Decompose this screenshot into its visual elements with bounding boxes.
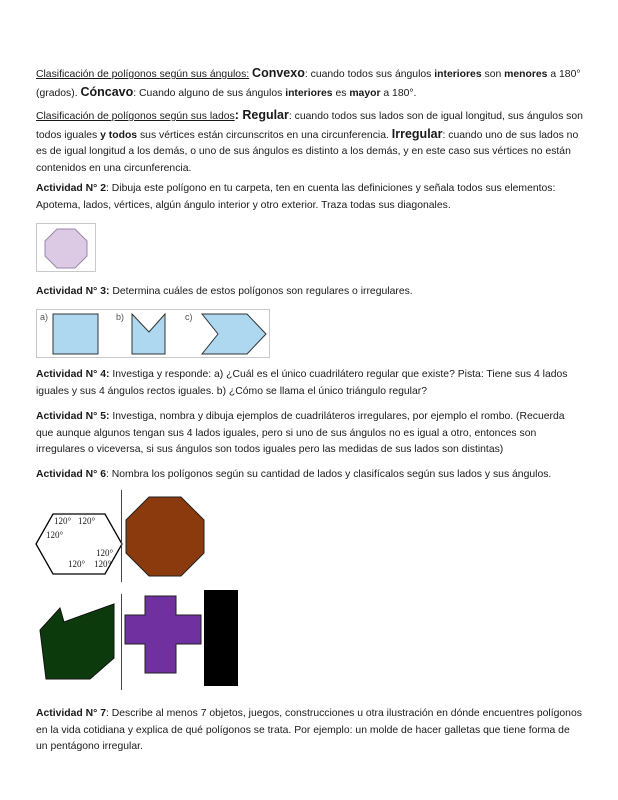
term-concavo: Cóncavo	[80, 84, 134, 99]
angle-label: 120°	[54, 516, 72, 526]
angle-label: 120°	[68, 559, 86, 569]
octagon-figure	[36, 223, 96, 272]
activity-6-label: Actividad N° 6	[36, 469, 106, 480]
activity-4	[36, 367, 584, 400]
activity-3-label: Actividad N° 3:	[36, 286, 110, 297]
notched-shape	[132, 314, 165, 354]
activity-2	[36, 181, 584, 214]
term-regular: : Regular	[234, 108, 289, 122]
angle-label: 120°	[78, 516, 96, 526]
brown-octagon-icon	[125, 496, 205, 578]
black-rectangle	[204, 590, 238, 686]
term-convexo: Convexo	[252, 66, 305, 80]
activity-5-label: Actividad N° 5:	[36, 411, 110, 422]
activity-3-text: Determina cuáles de estos polígonos son regulares o irregulares.	[109, 286, 413, 297]
activity-5-text: Investiga, nombra y dibuja ejemplos de cuadriláteros irregulares, por ejemplo el rombo. (Recuerda que aunque algunos tengan sus 4 lados iguales, pero si uno de sus ángulos no es igual a otro, entonces son irregulares o viceversa, si sus ángulos son todos iguales pero las medidas de sus lados son distintas)	[36, 411, 565, 455]
vertical-divider	[121, 490, 122, 582]
activity-4-label: Actividad N° 4:	[36, 369, 110, 380]
green-irregular-polygon-icon	[38, 600, 118, 680]
activity-5	[36, 409, 584, 459]
angle-label: 120°	[46, 530, 64, 540]
activity-7-label: Actividad N° 7	[36, 708, 106, 719]
term-irregular: Irregular	[391, 126, 443, 141]
angle-label: 120°	[96, 548, 114, 558]
hexagon-figure	[34, 510, 124, 578]
activity-2-label: Actividad N° 2	[36, 183, 106, 194]
figure-c-label: c)	[185, 312, 193, 322]
octagon-icon	[37, 224, 95, 271]
vertical-divider	[121, 594, 122, 690]
activity-3	[36, 284, 584, 301]
regularity-figures	[36, 309, 270, 358]
sides-title: Clasificación de polígonos según sus lados	[36, 111, 235, 122]
purple-cross-icon	[124, 595, 202, 675]
paragraph-angles: Clasificación de polígonos según sus ángulos: Convexo: cuando todos sus ángulos interiores son menores a 180° (grados). Cóncavo: Cuando alguno de sus ángulos interiores es mayor a 180°.	[36, 66, 581, 99]
paragraph-sides: Clasificación de polígonos según sus lados: Regular: cuando todos sus lados son de igual longitud, sus ángulos son todos iguales y todos sus vértices están circunscritos en una circunferencia. Irregular: cuando uno de sus lados no es de igual longitud a los demás, o uno de sus ángulos es distinto a los demás, y en este caso sus vértices no están contenidos en una circunferencia.	[36, 108, 583, 174]
angles-title: Clasificación de polígonos según sus ángulos:	[36, 69, 250, 80]
figure-b-label: b)	[116, 312, 125, 322]
activity-4-text: Investiga y responde: a) ¿Cuál es el único cuadrilátero regular que existe? Pista: Tiene sus 4 lados iguales y sus 4 ángulos rectos iguales. b) ¿Cómo se llama el único triángulo regular?	[36, 369, 568, 397]
activity-6	[36, 467, 584, 484]
square-shape	[53, 314, 98, 354]
arrow-chevron-shape	[202, 314, 266, 354]
activity-2-text: : Dibuja este polígono en tu carpeta, ten en cuenta las definiciones y señala todos sus elementos: Apotema, lados, vértices, algún ángulo interior y otro exterior. Traza todas sus diagonales.	[36, 183, 556, 211]
figure-a-label: a)	[40, 312, 49, 322]
activity-7	[36, 706, 584, 756]
activity-7-text: : Describe al menos 7 objetos, juegos, construcciones u otra ilustración en dónde encuentres polígonos en la vida cotidiana y explica de qué polígonos se trata. Por ejemplo: un molde de hacer galletas que tiene forma de un pentágono irregular.	[36, 708, 582, 752]
activity-6-text: : Nombra los polígonos según su cantidad de lados y clasifícalos según sus lados y sus ángulos.	[105, 469, 552, 480]
angle-label: 120°	[94, 559, 112, 569]
